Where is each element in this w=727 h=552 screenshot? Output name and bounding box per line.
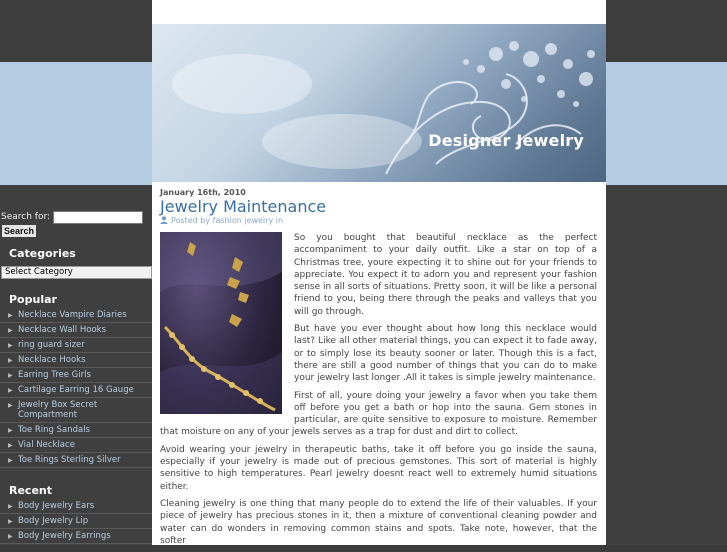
popular-item[interactable] xyxy=(0,353,152,368)
recent-item[interactable] xyxy=(0,499,152,514)
popular-item-label: Cartilage Earring 16 Gauge xyxy=(18,385,134,395)
category-select-value: Select Category xyxy=(5,267,73,277)
bullet-icon: ▶ xyxy=(8,533,13,540)
post-title[interactable]: Jewelry Maintenance xyxy=(160,197,327,216)
popular-heading: Popular xyxy=(9,293,57,306)
popular-item-label: Necklace Hooks xyxy=(18,355,86,365)
popular-item-label: Toe Ring Sandals xyxy=(18,425,91,435)
bullet-icon: ▶ xyxy=(8,312,13,319)
site-title[interactable]: Designer Jewelry xyxy=(428,131,584,150)
recent-item[interactable] xyxy=(0,529,152,544)
popular-item-label: Earring Tree Girls xyxy=(18,370,91,380)
post-paragraph: But have you ever thought about how long this necklace would last? Like all other material things, you can expect it to fade away, or to simply lose its beauty sooner or later. Though this is a fact, there are still a good number of things that you can do to make your jewelry last longer .All it takes is simple jewelry maintenance. xyxy=(294,324,597,384)
search-button[interactable]: Search xyxy=(4,226,35,236)
search-input[interactable] xyxy=(53,211,143,224)
popular-item[interactable] xyxy=(0,383,152,398)
bullet-icon: ▶ xyxy=(8,402,13,409)
post-paragraph: Avoid wearing your jewelry in therapeutic baths, take it off before you go inside the sauna, especially if your jewelry is made out of precious gemstones. This sort of material is highly sensitive to high temperatures. Pearl jewelry doesnt react well to extremely humid situations either. xyxy=(160,444,597,492)
popular-item-label: Vial Necklace xyxy=(18,440,75,450)
post-paragraph: So you bought that beautiful necklace as the perfect accompaniment to your daily outfit. Like a star on top of a Christmas tree, youre expecting it to shine out for your friends to appreciate. You expect it to adorn you and represent your fashion sense in all sorts of situations. Pretty soon, it will be like a personal friend to you, being there through the peaks and valleys that you will go through. xyxy=(294,233,597,317)
popular-item-label: Toe Rings Sterling Silver xyxy=(18,455,121,465)
user-icon xyxy=(160,216,168,224)
cloud-shape xyxy=(172,54,312,114)
bullet-icon: ▶ xyxy=(8,427,13,434)
post-body xyxy=(160,232,597,552)
popular-item[interactable] xyxy=(0,338,152,353)
popular-list xyxy=(0,308,152,468)
bullet-icon: ▶ xyxy=(8,457,13,464)
bullet-icon: ▶ xyxy=(8,387,13,394)
popular-item[interactable] xyxy=(0,323,152,338)
categories-heading: Categories xyxy=(9,247,76,260)
category-select[interactable] xyxy=(1,266,152,279)
popular-item[interactable] xyxy=(0,453,152,468)
popular-item[interactable] xyxy=(0,308,152,323)
image-spacer xyxy=(160,232,282,418)
recent-item-label: Body Jewelry Ears xyxy=(18,501,95,511)
post-paragraph: Cleaning jewelry is one thing that many people do to extend the life of their valuables. If your piece of jewelry has precious stones in it, then a mixture of conventional cleaning powder and water can do wonders in removing common stains and spots. Take note, however, that the softer xyxy=(160,498,597,546)
header-banner xyxy=(152,24,606,182)
popular-item[interactable] xyxy=(0,398,152,423)
popular-item-label: Necklace Wall Hooks xyxy=(18,325,106,335)
post-date: January 16th, 2010 xyxy=(160,188,246,197)
recent-item[interactable] xyxy=(0,514,152,529)
popular-item-label: Jewelry Box Secret Compartment xyxy=(18,400,98,420)
post-meta xyxy=(160,216,283,225)
sidebar xyxy=(0,185,152,545)
bullet-icon: ▶ xyxy=(8,518,13,525)
bullet-icon: ▶ xyxy=(8,372,13,379)
main-content xyxy=(152,0,606,545)
search-label: Search for: xyxy=(1,212,51,222)
post-meta-label: Posted by fashion jewelry in xyxy=(171,216,284,225)
recent-heading: Recent xyxy=(9,484,53,497)
recent-item-label: Body Jewelry Earrings xyxy=(18,531,111,541)
popular-item-label: ring guard sizer xyxy=(18,340,85,350)
recent-item-label: Body Jewelry Lip xyxy=(18,516,89,526)
popular-item[interactable] xyxy=(0,423,152,438)
bullet-icon: ▶ xyxy=(8,342,13,349)
popular-item[interactable] xyxy=(0,368,152,383)
popular-item[interactable] xyxy=(0,438,152,453)
recent-list xyxy=(0,499,152,544)
popular-item-label: Necklace Vampire Diaries xyxy=(18,310,127,320)
floral-ornament-icon xyxy=(346,24,606,182)
bullet-icon: ▶ xyxy=(8,442,13,449)
bullet-icon: ▶ xyxy=(8,503,13,510)
bullet-icon: ▶ xyxy=(8,357,13,364)
post-paragraph: First of all, youre doing your jewelry a favor when you take them off before you get a bath or hop into the sauna. Gem stones in particular, are quite sensitive to exposure to moisture. Remember that moisture on any of your jewels serves as a trap for dust and dirt to collect. xyxy=(160,390,597,438)
bullet-icon: ▶ xyxy=(8,327,13,334)
